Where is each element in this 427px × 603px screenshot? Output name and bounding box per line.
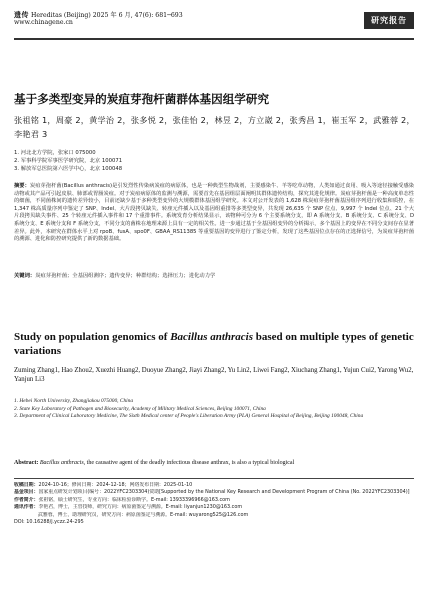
footnote-text: 李艳君，博士，主管技师，研究方向：病原菌鉴定与溯源。E-mail: liyanjun1230@163.com: [38, 504, 243, 511]
footnote-label: 作者简介：: [14, 496, 39, 503]
abstract-label: 摘要：: [14, 183, 30, 189]
abstract-body: , the causative agent of the deadly infectious disease anthrax, is also a typical biological: [83, 460, 295, 466]
chinese-keywords: [14, 272, 414, 280]
footnote-row: [14, 504, 414, 511]
affiliation-line: 1. Hebei North University, Zhangjiakou 075000, China: [14, 398, 134, 404]
english-authors: Zuming Zhang1, Hao Zhou2, Xuezhi Huang2, Duoyue Zhang2, Jiayi Zhang2, Yu Lin2, Liwei Fang2, Xiuchang Zhang1, Yujun Cui2, Yarong Wu2, Yanjun Li3: [14, 367, 414, 384]
chinese-affiliations: [14, 149, 414, 173]
keywords-label: 关键词：: [14, 273, 36, 279]
journal-url[interactable]: www.chinagene.cn: [14, 19, 73, 26]
journal-issue: Hereditas (Beijing) 2025 年 6 月, 47(6): 681─693: [30, 12, 183, 19]
footnote-text: 国家重点研发计划项目(编号：2022YFC2303304)资助[Supported by the National Key Research and Development Program of China (No. 2022YFC2303304)]: [38, 489, 410, 496]
affiliation-line: 1. 河北北方学院，张家口 075000: [14, 150, 96, 156]
footnotes: [14, 482, 414, 526]
footnote-row: [14, 519, 414, 526]
affiliation-line: 3. 解放军总医院第六医学中心，北京 100048: [14, 166, 123, 172]
footnote-row: [14, 497, 414, 504]
affiliation-line: 3. Department of Clinical Laboratory Medicine, The Sixth Medical center of People's Liberation Army (PLA) General Hospital of Beijing, Beijing 100048, China: [14, 413, 364, 420]
footnote-text: 2024-10-16；修回日期：2024-12-18；网络发布日期：2025-01-10: [38, 482, 193, 488]
chinese-abstract: [14, 183, 414, 244]
doi[interactable]: DOI: 10.16288/j.yczz.24-295: [14, 519, 84, 526]
keywords-text: 炭疽芽孢杆菌；全基因组测序；遗传变异；种群结构；选择压力；进化动力学: [35, 273, 216, 279]
abstract-species: Bacillus anthracis: [39, 460, 84, 466]
footnote-row: [14, 482, 414, 489]
footnote-label: 通讯作者：: [14, 504, 39, 511]
journal-header: [14, 10, 414, 40]
english-abstract: [14, 459, 414, 467]
affiliation-line: 2. 军事科学院军事医学研究院，北京 100071: [14, 158, 123, 164]
abstract-body: 炭疽芽孢杆菌(Bacillus anthracis)是引发烈性传染病炭疽的病原体，也是一种典型生物战剂，主要感染牛、羊等吃草动物，人类如通过食用、吸入等途径接触受感染动物或其产品可引起皮肤、肺部或胃肠炭疽。对于炭疽病原体的监测与溯源，需要首先在基因组层面阐明其群体遗传结构，探究其进化规律。炭疽芽孢杆菌是一种高度单态性的细菌，不同菌株间的遗传差异较小，目前还缺少基于多种类型变异的大规模群体基因组学研究。本文对公开发表的 1,628 株炭疽芽孢杆菌基因组序列进行收集和质控，在 1,347 株高质量序列中鉴定了 SNP、Indel、大片段拷贝缺失、转座元件插入以及基因组重排等多类型变异，共发现 26,635 个 SNP 位点、9,997 个 Indel 位点、21 个大片段拷贝缺失事件、25 个转座元件插入事件和 17 个重排事件。系统发育分析结果显示，该物种可分为 6 个主要系统分支，即 A 系统分支、B 系统分支、C 系统分支、D 系统分支、E 系统分支和 F 系统分支，不同分支的菌株在地理来源上具有一定的相关性。进一步通过基于全基因组变异的分析揭示，多个基因上的变异在不同分支间存在显著差异。此外，本研究在群体水平上对 rpoB、fusA、spo0F、GBAA_RS11385 等重要基因的变异进行了鉴定分析，发现了这些基因位点存在的正选择信号，为炭疽芽孢杆菌的溯源、进化和防控研究提供了新的数据基础。: [14, 183, 415, 243]
footnote-row: [14, 512, 414, 519]
section-tag: 研究报告: [364, 12, 414, 29]
journal-logo: 遗传: [14, 10, 29, 19]
footnote-text: 张祖铭，硕士研究生，专业方向：临床检验诊断学。E-mail: 13933396966@163.com: [38, 496, 230, 503]
chinese-authors: 张祖铭 1，周豪 2，黄学治 2，张多悦 2，张佳怡 2，林昱 2，方立崴 2，张秀昌 1，崔玉军 2，武雅蓉 2，李艳君 3: [14, 115, 415, 139]
affiliation-line: 2. State Key Laboratory of Pathogen and Biosecurity, Academy of Military Medical Sciences, Beijing 100071, China: [14, 405, 266, 412]
footnote-rule: [14, 478, 414, 479]
title-species: Bacillus anthracis: [170, 331, 254, 343]
footnote-label: 收稿日期：: [14, 482, 39, 488]
header-rule: [14, 38, 414, 40]
footnote-text: 武雅蓉，博士，助理研究员，研究方向：病原菌鉴定与溯源。E-mail: wuyarong525@126.com: [38, 511, 249, 518]
title-text: based on multiple types of genetic variations: [14, 331, 414, 357]
english-affiliations: [14, 398, 414, 421]
abstract-label: Abstract:: [14, 460, 39, 466]
footnote-label: 基金项目：: [14, 489, 39, 496]
chinese-title: 基于多类型变异的炭疽芽孢杆菌群体基因组学研究: [14, 92, 270, 106]
english-title: [14, 330, 414, 358]
title-text: Study on population genomics of: [14, 331, 171, 343]
footnote-row: [14, 489, 414, 496]
